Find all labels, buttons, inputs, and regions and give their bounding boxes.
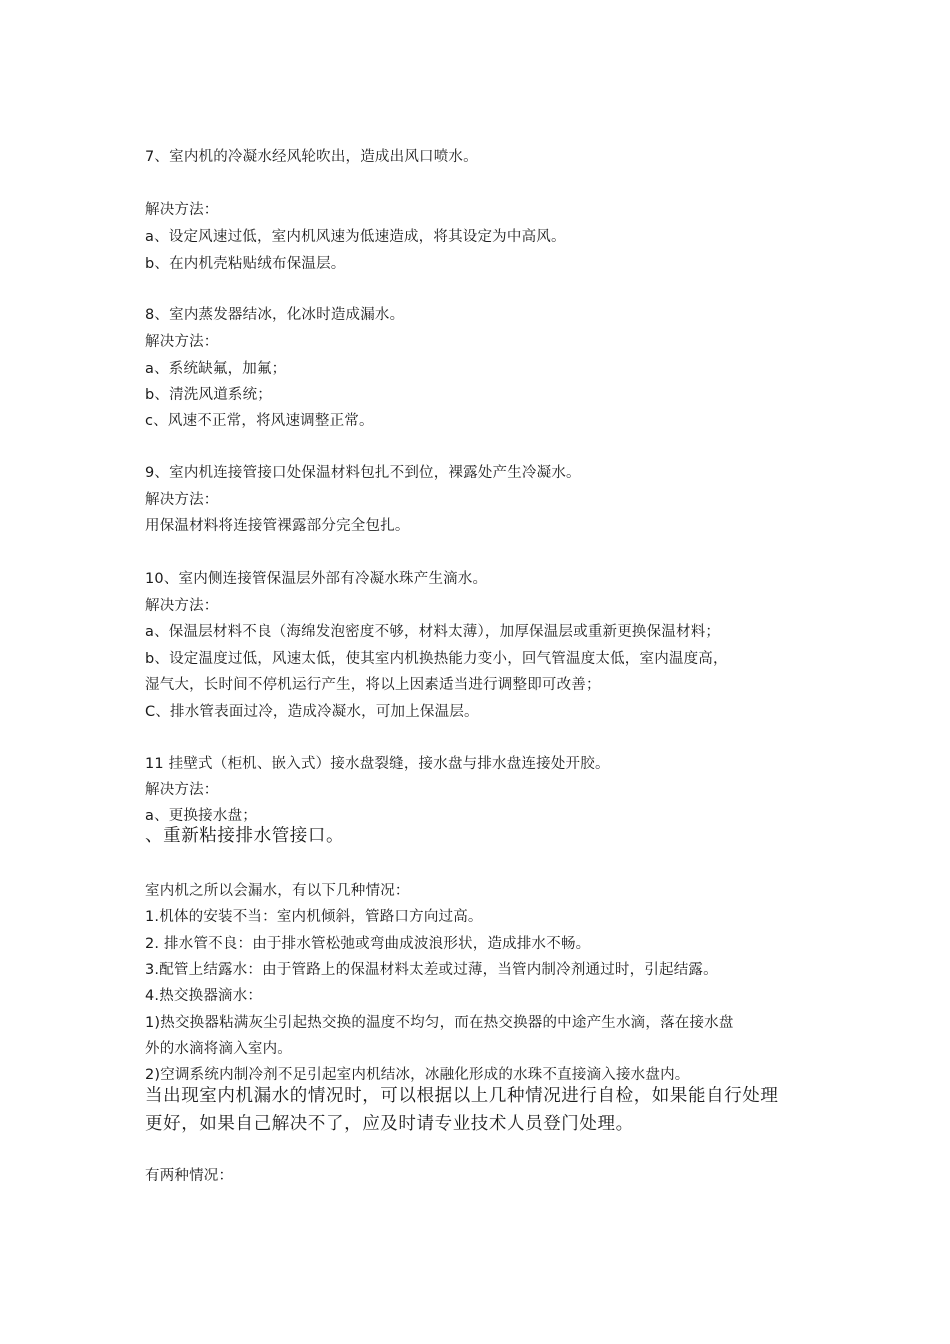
section-8-heading: 8、室内蒸发器结冰，化冰时造成漏水。 [145,307,405,323]
leak-cause-subitem: 1)热交换器粘满灰尘引起热交换的温度不均匀，而在热交换器的中途产生水滴，落在接水盘 [145,1015,734,1031]
solution-item: b、清洗风道系统； [145,387,273,403]
solution-item: b、在内机壳粘贴绒布保温层。 [145,256,346,272]
solution-label: 解决方法： [145,492,219,508]
leak-causes-intro: 室内机之所以会漏水，有以下几种情况： [145,883,410,899]
leak-cause-item: 4.热交换器滴水： [145,988,263,1004]
leak-cause-subitem-continued: 外的水滴将滴入室内。 [145,1041,292,1057]
self-check-advice-continued: 更好，如果自己解决不了，应及时请专业技术人员登门处理。 [145,1114,634,1134]
solution-label: 解决方法： [145,598,219,614]
self-check-advice: 当出现室内机漏水的情况时，可以根据以上几种情况进行自检，如果能自行处理 [145,1086,779,1106]
solution-item-continued: 湿气大，长时间不停机运行产生，将以上因素适当进行调整即可改善； [145,677,601,693]
solution-item: C、排水管表面过冷，造成冷凝水，可加上保温层。 [145,704,479,720]
solution-label: 解决方法： [145,782,219,798]
solution-item: a、保温层材料不良（海绵发泡密度不够，材料太薄），加厚保温层或重新更换保温材料； [145,624,721,640]
section-9-heading: 9、室内机连接管接口处保温材料包扎不到位，裸露处产生冷凝水。 [145,465,581,481]
leak-cause-item: 2. 排水管不良：由于排水管松弛或弯曲成波浪形状，造成排水不畅。 [145,936,591,952]
solution-item: 、重新粘接排水管接口。 [145,826,345,846]
solution-item: a、更换接水盘； [145,808,257,824]
solution-item: a、设定风速过低，室内机风速为低速造成，将其设定为中高风。 [145,229,566,245]
leak-cause-item: 1.机体的安装不当：室内机倾斜，管路口方向过高。 [145,909,483,925]
solution-item: c、风速不正常，将风速调整正常。 [145,413,374,429]
solution-label: 解决方法： [145,202,219,218]
section-11-heading: 11 挂壁式（柜机、嵌入式）接水盘裂缝，接水盘与排水盘连接处开胶。 [145,756,610,772]
section-10-heading: 10、室内侧连接管保温层外部有冷凝水珠产生滴水。 [145,571,488,587]
solution-item: a、系统缺氟，加氟； [145,361,287,377]
solution-item: 用保温材料将连接管裸露部分完全包扎。 [145,518,410,534]
section-7-heading: 7、室内机的冷凝水经风轮吹出，造成出风口喷水。 [145,149,478,165]
leak-cause-item: 3.配管上结露水：由于管路上的保温材料太差或过薄，当管内制冷剂通过时，引起结露。 [145,962,718,978]
solution-item: b、设定温度过低，风速太低，使其室内机换热能力变小，回气管温度太低，室内温度高， [145,651,728,667]
leak-cause-subitem: 2)空调系统内制冷剂不足引起室内机结冰，冰融化形成的水珠不直接滴入接水盘内。 [145,1067,690,1083]
two-cases-label: 有两种情况： [145,1168,234,1184]
solution-label: 解决方法： [145,334,219,350]
